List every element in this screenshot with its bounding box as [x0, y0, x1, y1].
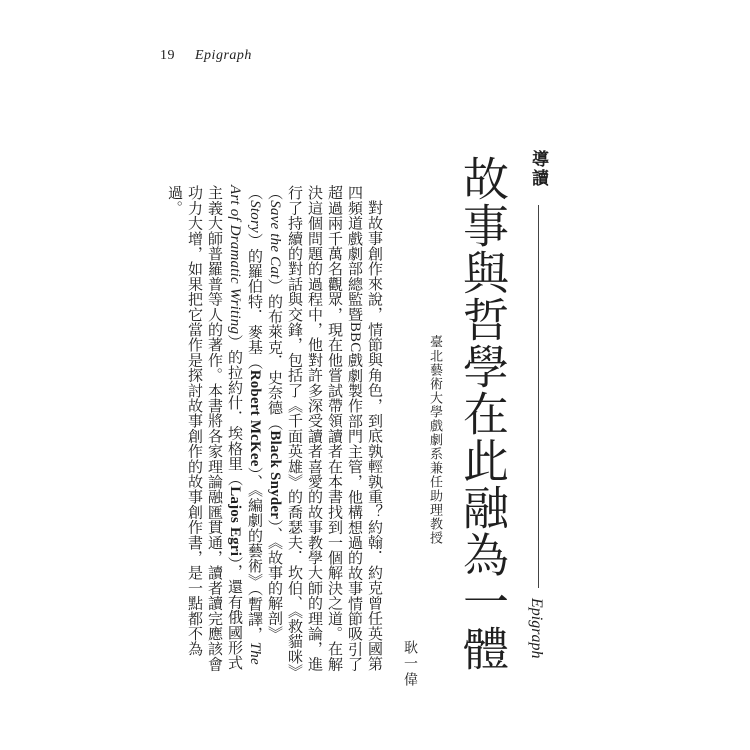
book-title-story: Story — [247, 200, 263, 233]
book-title-art-of-dramatic-writing: The Art of Dramatic Writing — [227, 185, 263, 665]
author-affiliation: 臺北藝術大學戲劇系兼任助理教授 — [427, 335, 442, 545]
body-paragraph: 對故事創作來說，情節與角色，到底孰輕孰重？約翰．約克曾任英國第四頻道戲劇部總監暨BBC戲劇製作部門主管，他構想過的故事情節吸引了超過兩千萬名觀眾，現在他嘗試帶領讀者在本書找到一個解決之道。在解決這個問題的過程中，他對許多深受讀者喜愛的故事教學大師的理論，進行了持續的對話與交鋒，包括了《千面英雄》的喬瑟夫．坎伯、《救貓咪》（Save the Cat）的布萊克．史奈德（Black Snyder）、《故事的解剖》（Story）的羅伯特．麥基（Robert McKee）、《編劇的藝術》（暫譯，The Art of Dramatic Writing）的拉約什．埃格里（Lajos Egri），還有俄國形式主義大師普羅普等人的著作。本書將各家理論融匯貫通，讀者讀完應該會功力大增，如果把它當作是探討故事創作的故事創作書，是一點都不為過。 — [166, 185, 384, 680]
author-name: 耿一偉 — [402, 640, 418, 688]
bbc-text: BBC — [347, 321, 363, 353]
running-header — [160, 48, 252, 64]
section-label: 導讀 — [528, 150, 548, 188]
name-lajos-egri: Lajos Egri — [227, 486, 243, 557]
section-english-label: Epigraph — [528, 598, 545, 659]
book-title-save-the-cat: Save the Cat — [267, 200, 283, 279]
page-number: 19 — [160, 48, 175, 63]
name-robert-mckee: Robert McKee — [247, 369, 263, 467]
body-text — [166, 185, 385, 685]
chapter-title: 故事與哲學在此融為一體 — [456, 155, 510, 672]
vertical-rule — [538, 205, 539, 588]
section-name: Epigraph — [195, 48, 252, 63]
name-black-snyder: Black Snyder — [267, 430, 283, 520]
